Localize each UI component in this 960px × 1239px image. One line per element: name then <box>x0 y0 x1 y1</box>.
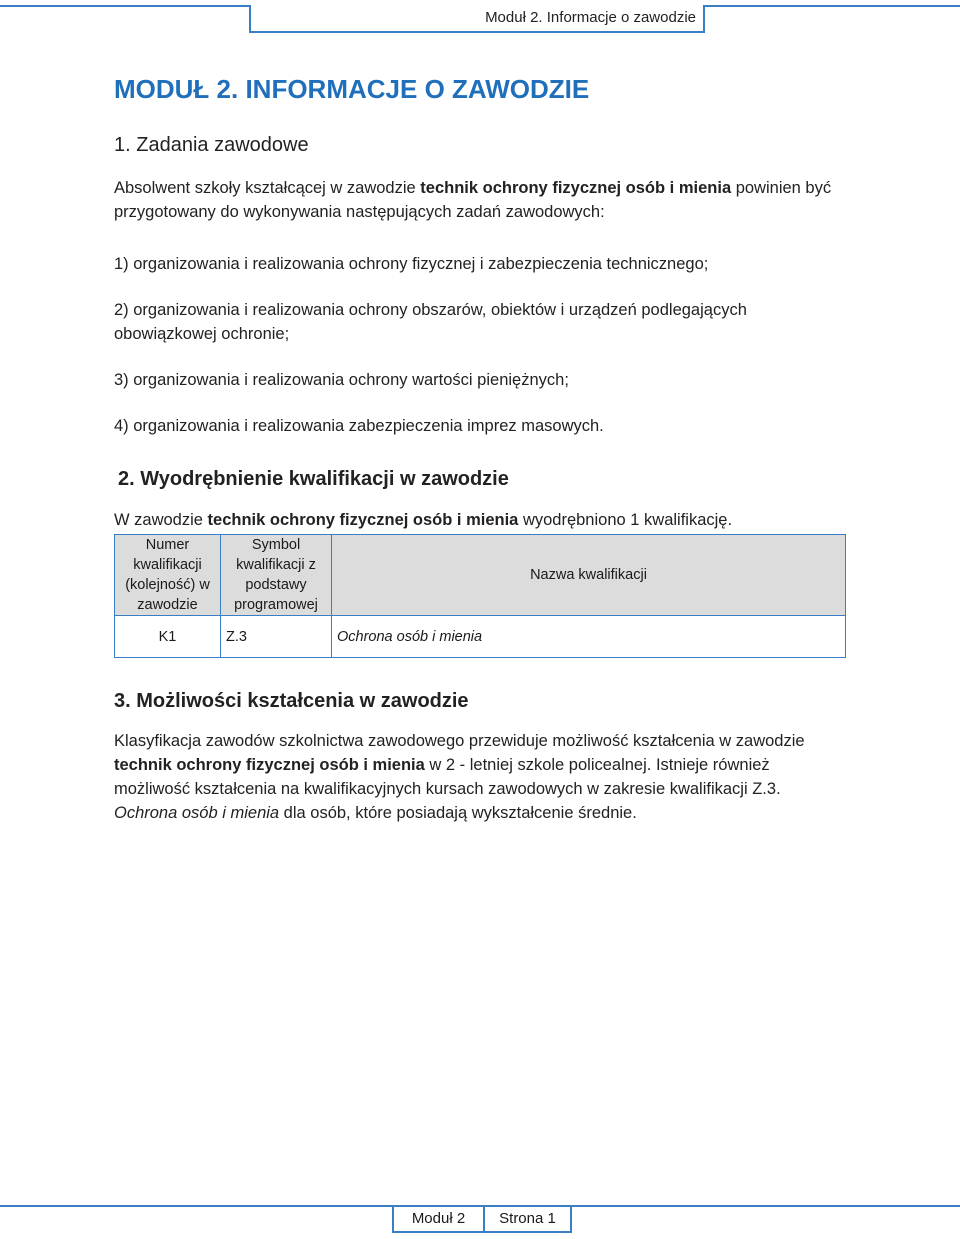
footer-rule-right <box>570 1205 960 1207</box>
page-title: MODUŁ 2. INFORMACJE O ZAWODZIE <box>114 74 590 104</box>
col-header-number <box>115 535 221 616</box>
col-header-name: Nazwa kwalifikacji <box>332 535 846 616</box>
running-title: Moduł 2. Informacje o zawodzie <box>485 9 696 26</box>
header-rule-left <box>0 5 251 7</box>
footer-module: Moduł 2 <box>392 1205 485 1233</box>
section1-heading-number: 1. <box>114 134 131 156</box>
section1-heading-text: Zadania zawodowe <box>136 134 309 156</box>
section3-text-end: dla osób, które posiadają wykształcenie średnie. <box>279 804 637 822</box>
occupation-name-2: technik ochrony fizycznej osób i mienia <box>207 511 519 529</box>
section3-paragraph <box>114 729 834 825</box>
section1-intro <box>114 176 874 224</box>
section2-intro-text-end: wyodrębniono 1 kwalifikację. <box>518 511 733 529</box>
section3-heading: 3. Możliwości kształcenia w zawodzie <box>114 690 469 712</box>
section1-heading <box>114 134 309 157</box>
occupation-name-3: technik ochrony fizycznej osób i mienia <box>114 756 425 774</box>
col-header-symbol-text: Symbol kwalifikacji z podstawy programowej <box>234 537 318 613</box>
qualifications-table <box>114 534 846 658</box>
header-rule-right <box>703 5 960 7</box>
cell-name: Ochrona osób i mienia <box>332 616 846 658</box>
table-row <box>115 616 846 658</box>
qualification-name: Ochrona osób i mienia <box>114 804 280 822</box>
section3-text: Klasyfikacja zawodów szkolnictwa zawodowego przewiduje możliwość kształcenia w zawodzie <box>114 732 805 750</box>
col-header-number-text: Numer kwalifikacji (kolejność) w zawodzie <box>125 537 210 613</box>
footer-page: Strona 1 <box>483 1205 572 1233</box>
table-header-row <box>115 535 846 616</box>
cell-symbol: Z.3 <box>221 616 332 658</box>
section1-intro-text: Absolwent szkoły kształcącej w zawodzie <box>114 179 421 197</box>
task-item-3: 3) organizowania i realizowania ochrony wartości pieniężnych; <box>114 371 569 389</box>
section2-intro <box>114 508 874 532</box>
section2-heading: 2. Wyodrębnienie kwalifikacji w zawodzie <box>118 468 509 490</box>
section1-intro-text-end: powinien być przygotowany do wykonywania następujących zadań zawodowych: <box>114 179 832 221</box>
col-header-symbol <box>221 535 332 616</box>
header-tab <box>249 5 705 33</box>
cell-number: K1 <box>115 616 221 658</box>
task-item-4: 4) organizowania i realizowania zabezpieczenia imprez masowych. <box>114 417 604 435</box>
footer-rule-left <box>0 1205 394 1207</box>
task-item-2: 2) organizowania i realizowania ochrony obszarów, obiektów i urządzeń podlegających obowiązkowej ochronie; <box>114 301 747 343</box>
occupation-name: technik ochrony fizycznej osób i mienia <box>420 179 732 197</box>
section3-text-mid: w 2 - letniej szkole policealnej. Istnieje również możliwość kształcenia na kwalifikacyjnych kursach zawodowych w zakresie kwalifikacji Z.3. <box>114 756 781 798</box>
section2-intro-text: W zawodzie <box>114 511 208 529</box>
task-item-1: 1) organizowania i realizowania ochrony fizycznej i zabezpieczenia technicznego; <box>114 255 709 273</box>
